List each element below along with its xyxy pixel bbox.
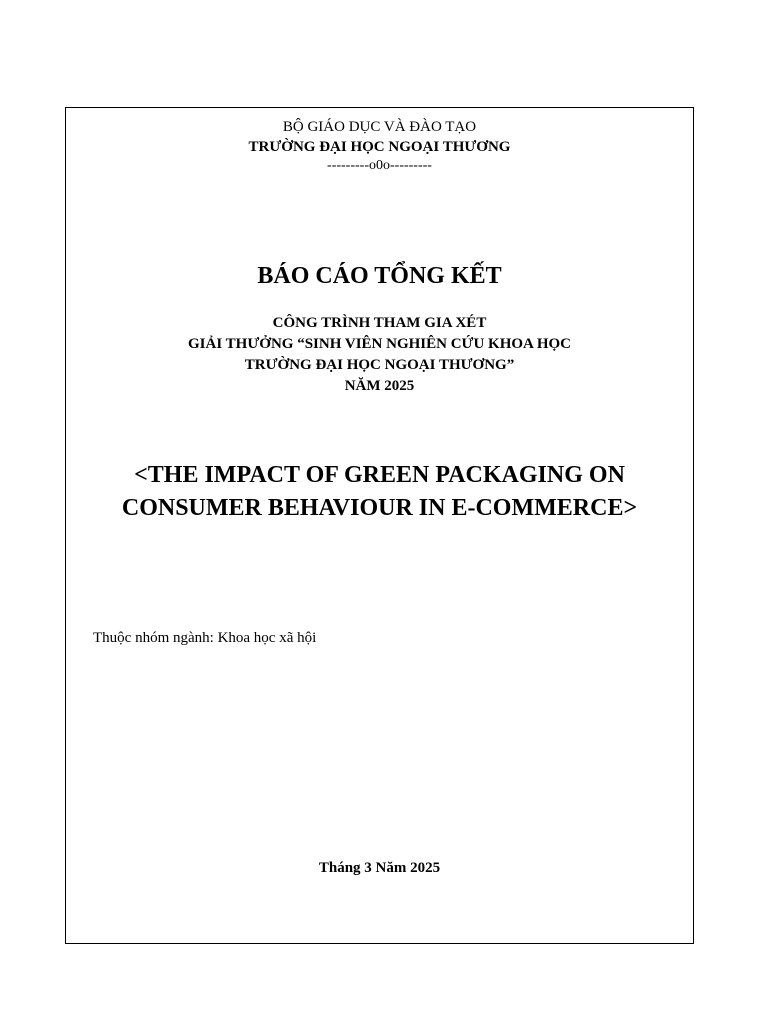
header-divider-ornament: ---------o0o--------- (327, 158, 432, 173)
report-subtitle-line-1: CÔNG TRÌNH THAM GIA XÉT (272, 315, 487, 331)
project-title-line-2: CONSUMER BEHAVIOUR IN E-COMMERCE> (121, 495, 638, 521)
university-name: TRƯỜNG ĐẠI HỌC NGOẠI THƯƠNG (248, 139, 511, 155)
report-title: BÁO CÁO TỔNG KẾT (257, 263, 502, 289)
ministry-name: BỘ GIÁO DỤC VÀ ĐÀO TẠO (282, 119, 477, 135)
project-title-line-1: <THE IMPACT OF GREEN PACKAGING ON (134, 462, 625, 488)
report-subtitle-line-2: GIẢI THƯỞNG “SINH VIÊN NGHIÊN CỨU KHOA HỌC (188, 336, 571, 352)
report-date: Tháng 3 Năm 2025 (318, 860, 441, 876)
report-subtitle-year: NĂM 2025 (344, 378, 415, 394)
page-border-frame (65, 107, 694, 944)
research-field: Thuộc nhóm ngành: Khoa học xã hội (93, 630, 317, 646)
report-subtitle-line-3: TRƯỜNG ĐẠI HỌC NGOẠI THƯƠNG” (244, 357, 515, 373)
